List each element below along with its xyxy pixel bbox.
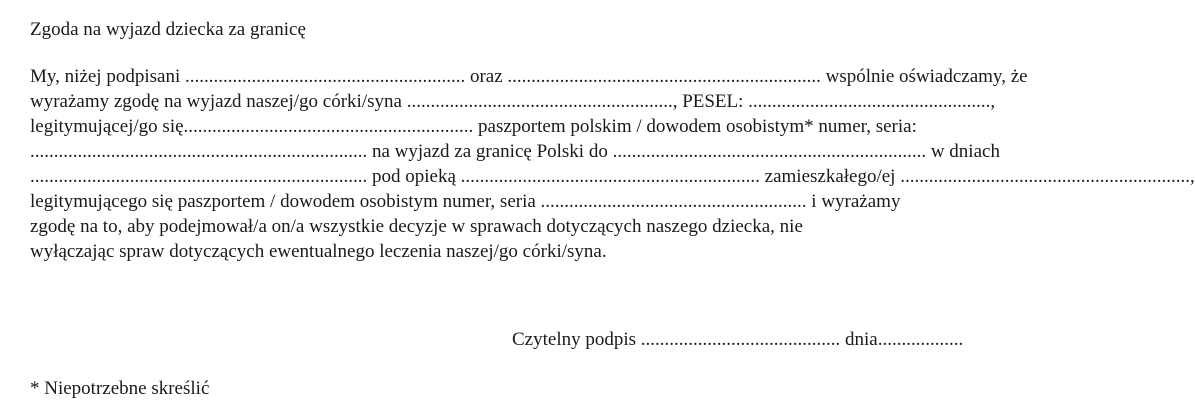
document-title: Zgoda na wyjazd dziecka za granicę	[30, 19, 306, 40]
body-line-3: legitymującej/go się............................................................. paszportem polskim / dowodem osobistym* numer, seria:	[30, 116, 917, 137]
body-line-2: wyrażamy zgodę na wyjazd naszej/go córki/syna ........................................................, PESEL: ...................................................,	[30, 91, 996, 112]
body-line-4: ....................................................................... na wyjazd za granicę Polski do .................................................................. w dniach	[30, 141, 1000, 162]
body-line-5: ....................................................................... pod opieką ............................................................... zamieszkałego/ej .............................................................,	[30, 166, 1195, 187]
declaration-body	[30, 65, 1195, 265]
body-line-6: legitymującego się paszportem / dowodem osobistym numer, seria ........................................................ i wyrażamy	[30, 191, 901, 212]
signature-line: Czytelny podpis .......................................... dnia..................	[512, 329, 964, 350]
footnote: * Niepotrzebne skreślić	[30, 378, 210, 399]
body-line-7: zgodę na to, aby podejmował/a on/a wszystkie decyzje w sprawach dotyczących naszego dziecka, nie	[30, 216, 803, 237]
body-line-1: My, niżej podpisani ........................................................... oraz .................................................................. wspólnie oświadczamy, że	[30, 66, 1028, 87]
body-line-8: wyłączając spraw dotyczących ewentualnego leczenia naszej/go córki/syna.	[30, 241, 607, 262]
